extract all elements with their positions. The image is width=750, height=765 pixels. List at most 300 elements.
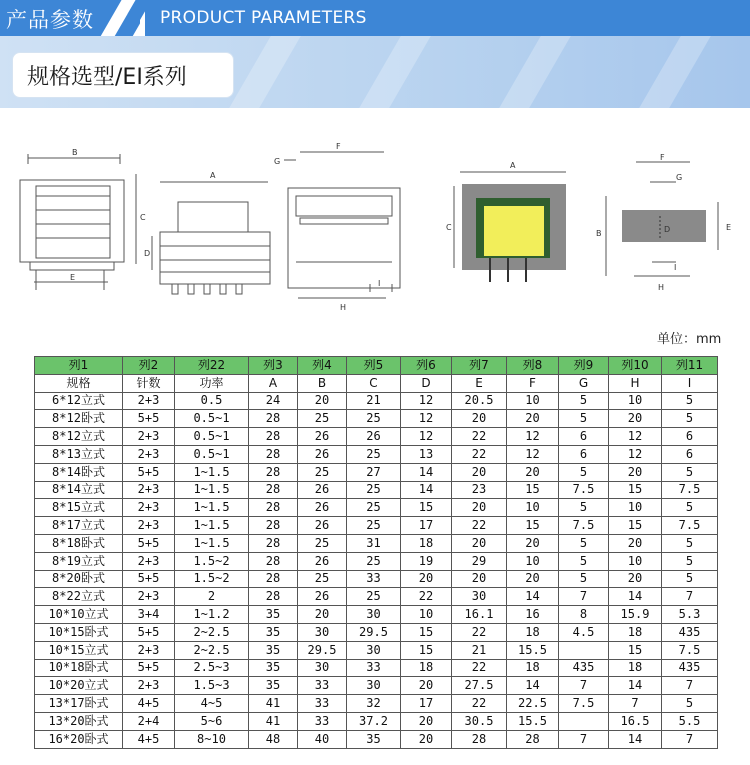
table-cell: 12	[401, 410, 452, 428]
table-cell: 5	[559, 499, 609, 517]
table-cell: 15	[609, 641, 662, 659]
table-cell: 14	[609, 730, 662, 748]
table-cell: 列9	[559, 357, 609, 375]
table-cell: 8*17立式	[35, 517, 123, 535]
table-cell: 26	[347, 428, 401, 446]
table-header-row	[35, 357, 718, 375]
table-row	[35, 534, 718, 552]
table-cell: 5+5	[123, 534, 175, 552]
diagram-lam-label-h: H	[658, 283, 665, 292]
table-cell: 28	[249, 534, 298, 552]
table-cell: 12	[401, 428, 452, 446]
table-cell: 20	[507, 410, 559, 428]
table-cell: 列6	[401, 357, 452, 375]
banner-cn-title: 产品参数	[6, 8, 94, 32]
table-cell: 6	[662, 445, 718, 463]
table-cell: 25	[347, 410, 401, 428]
table-cell: 8*15立式	[35, 499, 123, 517]
table-cell: 5	[662, 534, 718, 552]
table-cell: 10	[507, 499, 559, 517]
subtitle-text: 规格选型/EI系列	[27, 65, 187, 90]
table-cell: 5	[559, 410, 609, 428]
table-cell: 41	[249, 712, 298, 730]
table-cell: 35	[249, 606, 298, 624]
table-cell: 列1	[35, 357, 123, 375]
table-cell: 21	[452, 641, 507, 659]
table-row	[35, 712, 718, 730]
table-cell: 10*10立式	[35, 606, 123, 624]
table-cell: 28	[249, 570, 298, 588]
table-row	[35, 445, 718, 463]
table-cell: 列8	[507, 357, 559, 375]
table-cell: 10	[507, 392, 559, 410]
table-cell: 1~1.5	[175, 499, 249, 517]
diagram-lam-label-d: D	[664, 225, 671, 234]
table-cell: 26	[298, 552, 347, 570]
diagram-label-i: I	[378, 279, 381, 288]
table-cell: 5.5	[662, 712, 718, 730]
table-cell: G	[559, 374, 609, 392]
table-cell: 8*22立式	[35, 588, 123, 606]
table-cell: E	[452, 374, 507, 392]
table-cell: 27	[347, 463, 401, 481]
table-cell: 20	[452, 499, 507, 517]
table-cell: 12	[609, 428, 662, 446]
diagram-label-c: C	[140, 213, 146, 222]
table-cell: 17	[401, 695, 452, 713]
table-cell: 7.5	[559, 517, 609, 535]
table-cell: 13*20卧式	[35, 712, 123, 730]
table-cell: 2+3	[123, 481, 175, 499]
diagram-lam-label-b: B	[596, 229, 602, 238]
table-cell: 20	[452, 570, 507, 588]
table-cell: 列7	[452, 357, 507, 375]
diagram-core-label-a: A	[510, 161, 516, 170]
table-cell: 8*14立式	[35, 481, 123, 499]
table-cell: 25	[347, 481, 401, 499]
table-cell: 5	[559, 534, 609, 552]
table-cell: 435	[559, 659, 609, 677]
table-cell: 32	[347, 695, 401, 713]
table-cell: 22	[401, 588, 452, 606]
table-cell: 7.5	[662, 517, 718, 535]
table-row	[35, 392, 718, 410]
diagram-label-g: G	[274, 157, 281, 166]
table-cell: C	[347, 374, 401, 392]
table-cell: 13*17卧式	[35, 695, 123, 713]
table-cell: 列3	[249, 357, 298, 375]
table-cell: 20	[298, 392, 347, 410]
table-cell: 16.1	[452, 606, 507, 624]
table-cell: 20	[507, 534, 559, 552]
table-cell: 28	[249, 588, 298, 606]
table-cell: 2+3	[123, 445, 175, 463]
table-cell: 4+5	[123, 730, 175, 748]
diagram-side-view	[20, 154, 152, 290]
table-cell: 20	[609, 410, 662, 428]
table-row	[35, 659, 718, 677]
table-cell: 20	[609, 570, 662, 588]
table-cell: 2+3	[123, 552, 175, 570]
table-cell	[559, 712, 609, 730]
table-cell: 28	[249, 445, 298, 463]
table-cell: 10*15立式	[35, 641, 123, 659]
table-cell: 17	[401, 517, 452, 535]
table-cell: 0.5~1	[175, 428, 249, 446]
table-cell: 8*20卧式	[35, 570, 123, 588]
table-cell: 28	[249, 499, 298, 517]
table-cell: 25	[347, 588, 401, 606]
table-cell: 25	[347, 517, 401, 535]
table-cell: 2+3	[123, 641, 175, 659]
table-cell: 23	[452, 481, 507, 499]
table-cell: 7	[559, 677, 609, 695]
table-cell: 14	[401, 481, 452, 499]
table-cell: 5	[662, 410, 718, 428]
table-cell: 列22	[175, 357, 249, 375]
table-cell: 0.5	[175, 392, 249, 410]
table-row	[35, 588, 718, 606]
table-cell: B	[298, 374, 347, 392]
table-cell: 33	[298, 677, 347, 695]
table-cell: 28	[249, 552, 298, 570]
table-cell: 33	[298, 695, 347, 713]
diagram-top-view	[284, 152, 400, 298]
table-row	[35, 499, 718, 517]
diagram-lamination-view	[606, 162, 718, 276]
table-row	[35, 677, 718, 695]
table-cell: 22.5	[507, 695, 559, 713]
table-cell: 2+3	[123, 499, 175, 517]
table-row	[35, 695, 718, 713]
table-cell: 8~10	[175, 730, 249, 748]
table-row	[35, 606, 718, 624]
table-cell: 20	[298, 606, 347, 624]
table-cell: 29.5	[298, 641, 347, 659]
table-cell: 30	[347, 677, 401, 695]
diagram-label-a: A	[210, 171, 216, 180]
table-cell: 20	[507, 570, 559, 588]
table-cell: 22	[452, 659, 507, 677]
diagram-label-e: E	[70, 273, 76, 282]
table-cell: 13	[401, 445, 452, 463]
diagram-label-d: D	[144, 249, 151, 258]
table-cell: 8*18卧式	[35, 534, 123, 552]
table-cell: 7.5	[662, 641, 718, 659]
table-cell: 7.5	[662, 481, 718, 499]
table-cell: 435	[662, 623, 718, 641]
table-cell: 18	[507, 659, 559, 677]
table-cell: 2+3	[123, 677, 175, 695]
table-cell: 1.5~2	[175, 570, 249, 588]
table-cell: 20	[401, 570, 452, 588]
table-cell: 5+5	[123, 659, 175, 677]
table-cell: 1~1.5	[175, 481, 249, 499]
table-cell: 列2	[123, 357, 175, 375]
table-cell: 22	[452, 623, 507, 641]
table-cell: 26	[298, 517, 347, 535]
table-cell: 12	[507, 428, 559, 446]
dimension-diagrams	[0, 140, 750, 320]
table-cell: 26	[298, 499, 347, 517]
top-banner	[0, 0, 750, 36]
table-cell: 35	[347, 730, 401, 748]
table-cell: H	[609, 374, 662, 392]
table-cell: 18	[401, 659, 452, 677]
table-cell: 20	[507, 463, 559, 481]
table-cell: 26	[298, 428, 347, 446]
table-cell: 5	[559, 570, 609, 588]
table-cell: 28	[249, 517, 298, 535]
table-subheader-row	[35, 374, 718, 392]
banner-en-title: PRODUCT PARAMETERS	[160, 8, 367, 28]
table-cell: 18	[401, 534, 452, 552]
table-cell: 33	[298, 712, 347, 730]
table-cell: 37.2	[347, 712, 401, 730]
table-cell: 1.5~3	[175, 677, 249, 695]
table-cell: 2+3	[123, 517, 175, 535]
table-cell: 29.5	[347, 623, 401, 641]
table-cell: 1~1.5	[175, 463, 249, 481]
table-cell: 22	[452, 445, 507, 463]
table-cell: 10*15卧式	[35, 623, 123, 641]
diagram-label-h: H	[340, 303, 347, 312]
table-cell: 28	[249, 463, 298, 481]
table-cell: 35	[249, 659, 298, 677]
table-cell: 25	[298, 463, 347, 481]
table-cell: 14	[609, 588, 662, 606]
table-cell: 35	[249, 623, 298, 641]
table-cell: 15.9	[609, 606, 662, 624]
table-cell: 8*13立式	[35, 445, 123, 463]
table-cell: F	[507, 374, 559, 392]
table-cell: 10	[609, 499, 662, 517]
table-cell: 30.5	[452, 712, 507, 730]
table-cell: 7	[662, 730, 718, 748]
table-cell: 20	[452, 410, 507, 428]
table-cell: 14	[401, 463, 452, 481]
table-row	[35, 410, 718, 428]
table-cell: 8*12立式	[35, 428, 123, 446]
table-cell: 0.5~1	[175, 445, 249, 463]
table-cell: 5+5	[123, 570, 175, 588]
table-row	[35, 641, 718, 659]
diagram-lam-label-f: F	[660, 153, 665, 162]
diagram-lam-label-e: E	[726, 223, 732, 232]
table-cell: 7.5	[559, 695, 609, 713]
table-row	[35, 730, 718, 748]
table-cell: 7	[559, 730, 609, 748]
diagram-lam-label-g: G	[676, 173, 683, 182]
table-cell: 20	[401, 730, 452, 748]
table-cell: 10*20立式	[35, 677, 123, 695]
table-cell: 12	[507, 445, 559, 463]
table-cell: 24	[249, 392, 298, 410]
table-cell: 列4	[298, 357, 347, 375]
table-cell: 4+5	[123, 695, 175, 713]
subtitle-pill	[12, 52, 234, 98]
table-cell: 15.5	[507, 641, 559, 659]
table-cell: 21	[347, 392, 401, 410]
table-cell: 20	[401, 677, 452, 695]
table-cell: 35	[249, 641, 298, 659]
table-cell: 28	[249, 428, 298, 446]
table-cell: 19	[401, 552, 452, 570]
table-cell: 30	[347, 606, 401, 624]
table-cell: 25	[347, 445, 401, 463]
table-cell: D	[401, 374, 452, 392]
table-cell: 25	[298, 570, 347, 588]
table-cell: 20.5	[452, 392, 507, 410]
table-cell: 6*12立式	[35, 392, 123, 410]
table-cell: 针数	[123, 374, 175, 392]
table-cell: 5.3	[662, 606, 718, 624]
table-cell: 14	[507, 677, 559, 695]
table-cell: 435	[662, 659, 718, 677]
table-cell: 3+4	[123, 606, 175, 624]
table-row	[35, 517, 718, 535]
table-cell: 5	[662, 695, 718, 713]
table-cell: 25	[347, 499, 401, 517]
table-cell: 2+3	[123, 428, 175, 446]
table-cell: 8*14卧式	[35, 463, 123, 481]
diagram-core-view	[454, 172, 566, 282]
table-row	[35, 552, 718, 570]
table-cell: 10	[609, 552, 662, 570]
table-cell: 25	[298, 534, 347, 552]
table-cell: 41	[249, 695, 298, 713]
table-cell: I	[662, 374, 718, 392]
table-cell: 18	[609, 659, 662, 677]
table-cell: 33	[347, 570, 401, 588]
table-cell: 48	[249, 730, 298, 748]
table-cell: 列5	[347, 357, 401, 375]
table-cell: 20	[609, 463, 662, 481]
table-cell: 2~2.5	[175, 623, 249, 641]
table-cell: 15.5	[507, 712, 559, 730]
table-cell: 26	[298, 445, 347, 463]
table-cell: 5+5	[123, 463, 175, 481]
table-cell: 15	[401, 623, 452, 641]
table-cell: 28	[249, 481, 298, 499]
table-cell: 2.5~3	[175, 659, 249, 677]
table-row	[35, 570, 718, 588]
table-cell: 5	[662, 392, 718, 410]
table-row	[35, 463, 718, 481]
table-cell: 2~2.5	[175, 641, 249, 659]
table-cell: 26	[298, 481, 347, 499]
table-row	[35, 481, 718, 499]
table-cell: 28	[507, 730, 559, 748]
table-cell: 6	[559, 445, 609, 463]
table-cell: 7	[559, 588, 609, 606]
table-cell: 7	[662, 677, 718, 695]
table-cell: 5	[662, 499, 718, 517]
table-cell: 5	[559, 392, 609, 410]
table-cell: 22	[452, 517, 507, 535]
table-cell: 功率	[175, 374, 249, 392]
table-cell: 2+4	[123, 712, 175, 730]
table-cell: 5+5	[123, 623, 175, 641]
table-cell: 15	[401, 641, 452, 659]
diagram-label-b: B	[72, 148, 78, 157]
table-cell: 1~1.2	[175, 606, 249, 624]
table-cell: 30	[452, 588, 507, 606]
table-cell: 7	[662, 588, 718, 606]
table-cell: 2+3	[123, 588, 175, 606]
table-cell: 27.5	[452, 677, 507, 695]
diagram-lam-label-i: I	[674, 263, 677, 272]
table-cell: 5+5	[123, 410, 175, 428]
table-cell: 1~1.5	[175, 534, 249, 552]
table-cell: 35	[249, 677, 298, 695]
table-cell: 列11	[662, 357, 718, 375]
table-cell: 14	[507, 588, 559, 606]
table-cell: 8*19立式	[35, 552, 123, 570]
table-cell: 12	[401, 392, 452, 410]
table-cell: 规格	[35, 374, 123, 392]
table-cell: 2+3	[123, 392, 175, 410]
table-cell: 5	[559, 463, 609, 481]
table-cell: 30	[347, 641, 401, 659]
table-cell: 1.5~2	[175, 552, 249, 570]
table-cell: 29	[452, 552, 507, 570]
table-cell: 15	[507, 517, 559, 535]
table-cell: 5	[662, 552, 718, 570]
table-cell: 15	[609, 481, 662, 499]
table-cell: 5	[662, 570, 718, 588]
table-cell: 7	[609, 695, 662, 713]
table-cell: 20	[452, 463, 507, 481]
table-cell: 26	[298, 588, 347, 606]
table-cell: 15	[609, 517, 662, 535]
table-cell: 16	[507, 606, 559, 624]
table-cell: 22	[452, 428, 507, 446]
table-cell: 列10	[609, 357, 662, 375]
table-cell: A	[249, 374, 298, 392]
unit-label: 单位：mm	[657, 332, 722, 347]
table-cell: 20	[609, 534, 662, 552]
table-cell: 33	[347, 659, 401, 677]
table-cell: 4.5	[559, 623, 609, 641]
table-cell: 18	[507, 623, 559, 641]
table-cell: 25	[347, 552, 401, 570]
table-row	[35, 428, 718, 446]
table-row	[35, 623, 718, 641]
table-cell: 20	[401, 712, 452, 730]
table-cell: 5~6	[175, 712, 249, 730]
table-cell	[559, 641, 609, 659]
table-cell: 28	[249, 410, 298, 428]
table-cell: 31	[347, 534, 401, 552]
table-cell: 6	[662, 428, 718, 446]
diagram-core-label-c: C	[446, 223, 452, 232]
table-cell: 30	[298, 659, 347, 677]
table-cell: 15	[401, 499, 452, 517]
table-cell: 16.5	[609, 712, 662, 730]
table-cell: 40	[298, 730, 347, 748]
table-cell: 5	[559, 552, 609, 570]
table-cell: 14	[609, 677, 662, 695]
table-cell: 10	[609, 392, 662, 410]
diagram-label-f: F	[336, 142, 341, 151]
parameters-table	[34, 356, 718, 749]
table-cell: 28	[452, 730, 507, 748]
table-cell: 22	[452, 695, 507, 713]
diagram-front-view	[160, 182, 270, 294]
table-cell: 10*18卧式	[35, 659, 123, 677]
table-cell: 2	[175, 588, 249, 606]
